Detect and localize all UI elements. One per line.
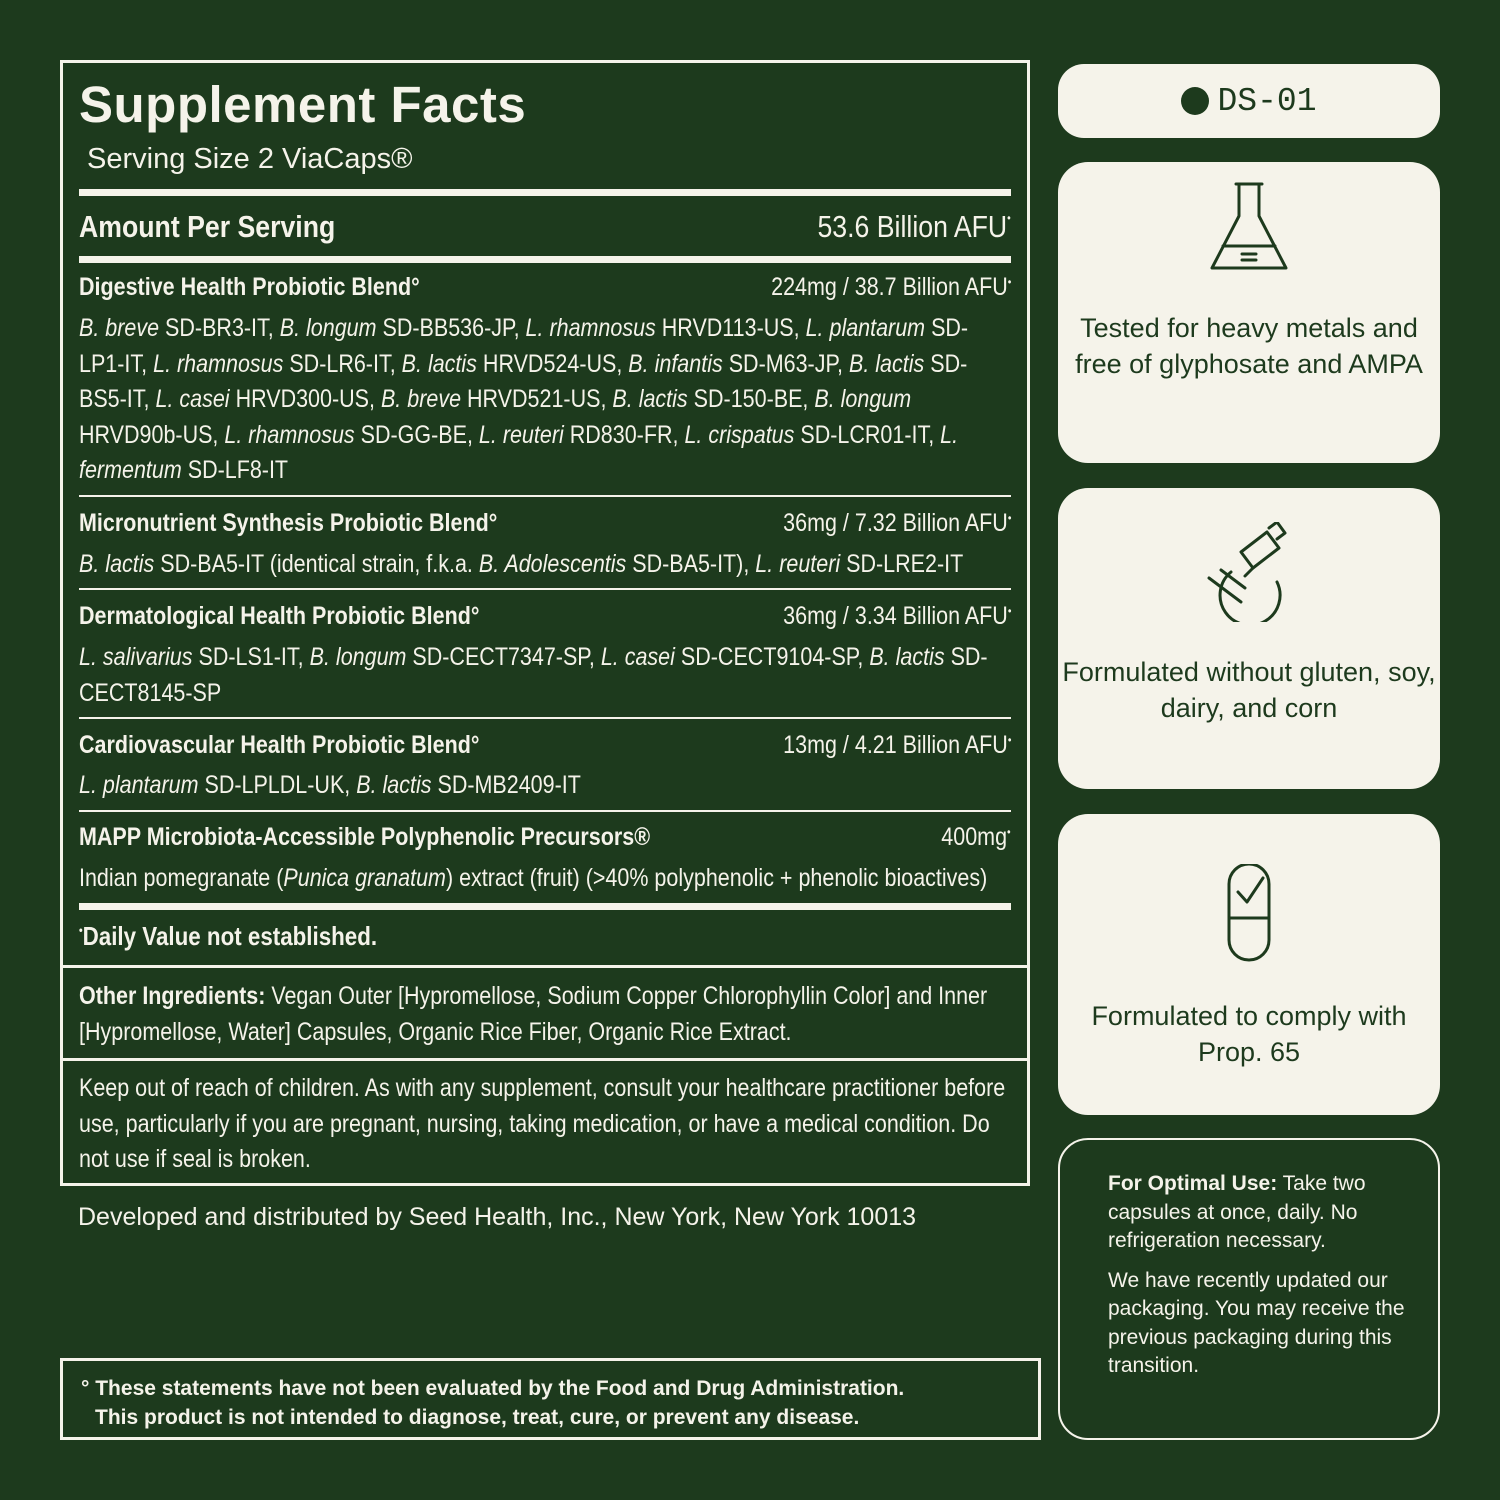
dot-icon	[1181, 87, 1209, 115]
feature-card-prop65	[1058, 814, 1440, 1115]
divider	[79, 588, 1011, 590]
optimal-use-box	[1058, 1138, 1440, 1440]
divider	[63, 1058, 1027, 1061]
strain-list: B. breve SD-BR3-IT, B. longum SD-BB536-JP, L. rhamnosus HRVD113-US, L. plantarum SD-LP1-IT, L. rhamnosus SD-LR6-IT, B. lactis HRVD524-US, B. infantis SD-M63-JP, B. lactis SD-BS5-IT, L. casei HRVD300-US, B. breve HRVD521-US, B. lactis SD-150-BE, B. longum HRVD90b-US, L. rhamnosus SD-GG-BE, L. reuteri RD830-FR, L. crispatus SD-LCR01-IT, L. fermentum SD-LF8-IT	[79, 314, 969, 484]
amount-label: Amount Per Serving	[79, 209, 336, 244]
fda-disclaimer	[60, 1358, 1041, 1440]
strain: B. breve HRVD521-US	[380, 385, 601, 413]
other-ingredients: Other Ingredients: Vegan Outer [Hypromellose, Sodium Copper Chlorophyllin Color] and Inner [Hypromellose, Water] Capsules, Organic Rice Fiber, Organic Rice Extract.	[79, 982, 988, 1046]
strain: L. crispatus SD-LCR01-IT	[684, 420, 929, 449]
badge-label: DS-01	[1217, 82, 1317, 120]
strain: L. casei HRVD300-US	[155, 385, 370, 413]
amount-value: 53.6 Billion AFU•	[817, 209, 1011, 244]
supplement-facts-panel	[60, 60, 1030, 1186]
strain: L. plantarum SD-LP1-IT	[79, 314, 969, 378]
serving-size: Serving Size 2 ViaCaps®	[87, 143, 413, 175]
strain: L. reuteri SD-LRE2-IT	[755, 550, 964, 578]
strain: L. salivarius SD-LS1-IT	[79, 643, 298, 671]
card-text: Formulated without gluten, soy, dairy, and corn	[1062, 657, 1436, 723]
strain: B. lactis SD-BA5-IT (identical strain, f.k.a.	[79, 550, 473, 578]
flask-icon	[1204, 180, 1294, 276]
blend-amount: 13mg / 4.21 Billion AFU•	[782, 731, 1011, 759]
strain: B. lactis SD-150-BE	[612, 385, 803, 413]
blend-name: Cardiovascular Health Probiotic Blend°	[79, 731, 480, 759]
strain: L. reuteri RD830-FR	[478, 420, 673, 449]
thick-divider	[79, 903, 1011, 910]
facts-title: Supplement Facts	[79, 76, 527, 133]
divider	[79, 810, 1011, 812]
strain: B. longum HRVD90b-US	[79, 385, 912, 449]
blend-name: Dermatological Health Probiotic Blend°	[79, 602, 480, 630]
warning-text: Keep out of reach of children. As with any supplement, consult your healthcare practitioner before use, particularly if you are pregnant, nursing, taking medication, or have a medical condition. Do not use if seal is broken.	[79, 1074, 1006, 1173]
strain: L. plantarum SD-LPLDL-UK	[79, 771, 345, 799]
mapp-name: MAPP Microbiota-Accessible Polyphenolic Precursors®	[79, 823, 651, 851]
capsule-check-icon	[1224, 864, 1274, 964]
mapp-description: Indian pomegranate (Punica granatum) extract (fruit) (>40% polyphenolic + phenolic bioactives)	[79, 864, 988, 892]
strain-list: L. salivarius SD-LS1-IT, B. longum SD-CECT7347-SP, L. casei SD-CECT9104-SP, B. lactis SD-CECT8145-SP	[79, 643, 988, 707]
manufacturer-line: Developed and distributed by Seed Health, Inc., New York, New York 10013	[78, 1203, 917, 1231]
product-badge	[1058, 64, 1440, 138]
strain: L. casei SD-CECT9104-SP	[600, 643, 858, 671]
feature-card-heavy-metals	[1058, 162, 1440, 463]
strain: L. fermentum SD-LF8-IT	[79, 420, 959, 484]
strain: B. longum SD-BB536-JP	[279, 314, 514, 342]
thick-divider	[79, 189, 1011, 196]
blend-header-digestive	[79, 273, 1011, 302]
blend-header-micronutrient	[79, 509, 1011, 538]
strain: B. longum SD-CECT7347-SP	[309, 643, 589, 671]
blend-header-cardiovascular	[79, 731, 1011, 760]
strain: B. lactis SD-BS5-IT	[79, 349, 968, 413]
divider	[79, 717, 1011, 719]
strain: B. breve SD-BR3-IT	[79, 314, 268, 342]
amount-per-serving-row	[79, 209, 1011, 245]
microscope-icon	[1201, 522, 1297, 622]
strain: L. rhamnosus SD-LR6-IT	[153, 349, 390, 378]
blend-name: Micronutrient Synthesis Probiotic Blend°	[79, 509, 498, 537]
blend-name: Digestive Health Probiotic Blend°	[79, 273, 420, 301]
divider	[79, 495, 1011, 497]
mapp-header	[79, 823, 1011, 852]
blend-amount: 224mg / 38.7 Billion AFU•	[770, 273, 1011, 301]
strain: L. rhamnosus HRVD113-US	[525, 314, 794, 342]
card-text: Tested for heavy metals and free of glyphosate and AMPA	[1075, 313, 1423, 379]
optimal-use-text: For Optimal Use: Take two capsules at once, daily. No refrigeration necessary.	[1108, 1172, 1366, 1252]
strain: B. lactis SD-CECT8145-SP	[79, 643, 988, 707]
strain: B. lactis SD-MB2409-IT	[356, 771, 581, 799]
daily-value-note: •Daily Value not established.	[79, 921, 378, 951]
strain-list: L. plantarum SD-LPLDL-UK, B. lactis SD-MB2409-IT	[79, 771, 581, 799]
disclaimer-line-2: This product is not intended to diagnose, treat, cure, or prevent any disease.	[95, 1406, 860, 1429]
divider	[63, 965, 1027, 968]
blend-amount: 36mg / 3.34 Billion AFU•	[782, 602, 1011, 630]
card-text: Formulated to comply with Prop. 65	[1091, 1001, 1407, 1067]
blend-header-dermatological	[79, 602, 1011, 631]
mapp-amount: 400mg•	[941, 823, 1011, 851]
packaging-note: We have recently updated our packaging. You may receive the previous packaging during this transition.	[1108, 1268, 1405, 1377]
strain: L. rhamnosus SD-GG-BE	[224, 420, 467, 449]
disclaimer-line-1: ° These statements have not been evaluated by the Food and Drug Administration.	[81, 1377, 905, 1400]
strain-list: B. lactis SD-BA5-IT (identical strain, f.k.a. B. Adolescentis SD-BA5-IT), L. reuteri SD-LRE2-IT	[79, 550, 964, 578]
feature-card-allergens	[1058, 488, 1440, 789]
strain: B. infantis SD-M63-JP	[628, 349, 838, 378]
strain: B. lactis HRVD524-US	[401, 349, 617, 378]
blend-amount: 36mg / 7.32 Billion AFU•	[782, 509, 1011, 537]
thick-divider	[79, 256, 1011, 263]
strain: B. Adolescentis SD-BA5-IT)	[478, 550, 744, 578]
